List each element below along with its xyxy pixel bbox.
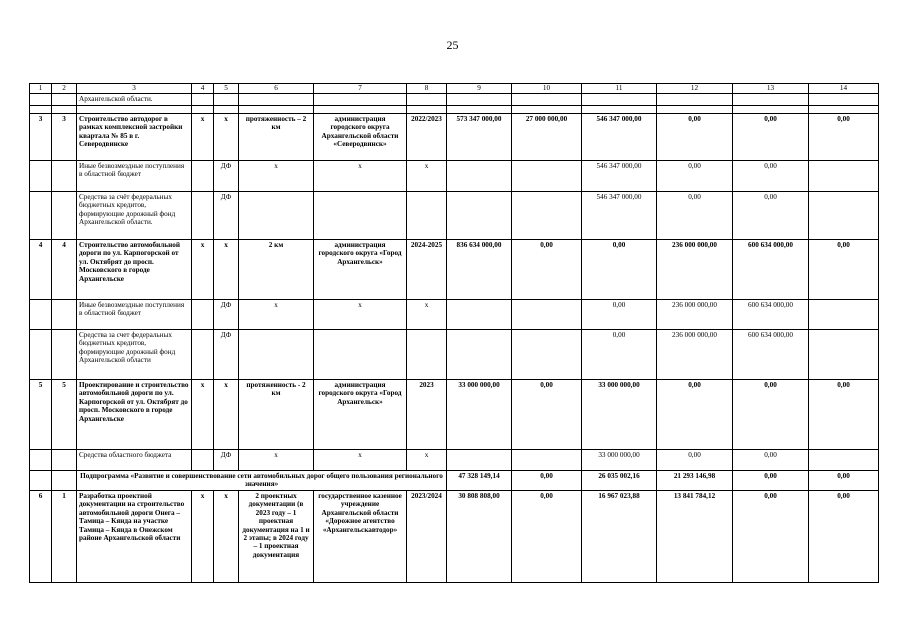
amount-cell	[512, 161, 582, 192]
project-name: Проектирование и строительство автомобильной дороги по ул. Карпогорской от ул. Октябрят до просп. Московского в городе Архангельске	[77, 380, 192, 450]
amount-cell: 0,00	[657, 380, 733, 450]
cell	[239, 330, 314, 380]
amount-cell: 0,00	[512, 380, 582, 450]
column-number-row	[30, 84, 879, 94]
amount-cell: 0,00	[512, 471, 582, 491]
amount-cell: 0,00	[657, 450, 733, 471]
amount-cell	[512, 450, 582, 471]
cell: х	[192, 114, 214, 161]
amount-cell: 0,00	[733, 161, 809, 192]
amount-cell: 0,00	[512, 240, 582, 300]
cell	[52, 450, 77, 471]
amount-cell: 0,00	[809, 114, 879, 161]
cell	[657, 94, 733, 106]
cell: х	[314, 300, 407, 330]
table-row	[30, 94, 879, 106]
cell	[52, 471, 77, 491]
cell	[733, 94, 809, 106]
subrow-number: 3	[52, 114, 77, 161]
fund-code-cell: ДФ	[214, 330, 239, 380]
column-number: 14	[809, 84, 879, 94]
cell	[512, 94, 582, 106]
cell	[192, 330, 214, 380]
amount-cell: 0,00	[733, 471, 809, 491]
cell: х	[314, 161, 407, 192]
amount-cell: 0,00	[809, 240, 879, 300]
executor-cell: администрация городского округа Архангельской области «Северодвинск»	[314, 114, 407, 161]
amount-cell	[512, 300, 582, 330]
cell: х	[407, 450, 447, 471]
amount-cell: 33 000 000,00	[582, 380, 657, 450]
amount-cell: 236 000 000,00	[657, 240, 733, 300]
amount-cell	[809, 192, 879, 240]
amount-cell	[809, 300, 879, 330]
cell	[582, 94, 657, 106]
subrow-number: 1	[52, 491, 77, 583]
project-name: Разработка проектной документации на строительство автомобильной дороги Онега – Тамица – Кянда на участке Тамица – Кянда в Онежском районе Архангельской области	[77, 491, 192, 583]
cell	[30, 192, 52, 240]
capacity-cell: 2 проектных документации (в 2023 году – 1 проектная документация на 1 и 2 этапы; в 2024 году – 1 проектная документация	[239, 491, 314, 583]
table-row	[30, 300, 879, 330]
amount-cell: 0,00	[657, 114, 733, 161]
cell	[30, 471, 52, 491]
amount-cell: 546 347 000,00	[582, 114, 657, 161]
cell	[30, 300, 52, 330]
cell	[52, 94, 77, 106]
amount-cell: 0,00	[657, 161, 733, 192]
amount-cell: 21 293 146,98	[657, 471, 733, 491]
cell: х	[192, 380, 214, 450]
cell: х	[407, 161, 447, 192]
cell: х	[214, 491, 239, 583]
cell	[52, 161, 77, 192]
cell: х	[314, 450, 407, 471]
amount-cell	[447, 330, 512, 380]
amount-cell: 0,00	[733, 380, 809, 450]
funding-source-cell: Иные безвозмездные поступления в областной бюджет	[77, 161, 192, 192]
amount-cell: 836 634 000,00	[447, 240, 512, 300]
spacer-row	[30, 106, 879, 114]
cell: х	[407, 300, 447, 330]
amount-cell: 0,00	[733, 192, 809, 240]
amount-cell: 0,00	[512, 491, 582, 583]
row-number: 3	[30, 114, 52, 161]
cell	[192, 300, 214, 330]
amount-cell: 30 808 808,00	[447, 491, 512, 583]
cell	[447, 94, 512, 106]
cell: х	[239, 450, 314, 471]
table-row	[30, 192, 879, 240]
cell	[30, 94, 52, 106]
column-number: 4	[192, 84, 214, 94]
cell	[407, 94, 447, 106]
column-number: 2	[52, 84, 77, 94]
amount-cell: 236 000 000,00	[657, 330, 733, 380]
amount-cell	[447, 161, 512, 192]
funding-source-cell: Средства областного бюджета	[77, 450, 192, 471]
funding-source-cell: Средства за счет федеральных бюджетных кредитов, формирующие дорожный фонд Архангельской области	[77, 330, 192, 380]
period-cell: 2023/2024	[407, 491, 447, 583]
amount-cell: 13 841 784,12	[657, 491, 733, 583]
amount-cell	[809, 161, 879, 192]
cell	[239, 94, 314, 106]
cell: х	[214, 380, 239, 450]
amount-cell: 0,00	[809, 380, 879, 450]
amount-cell	[809, 330, 879, 380]
column-number: 1	[30, 84, 52, 94]
cell	[52, 330, 77, 380]
executor-cell: государственное казенное учреждение Архангельской области «Дорожное агентство «Архангельскавтодор»	[314, 491, 407, 583]
row-number: 5	[30, 380, 52, 450]
cell: х	[192, 240, 214, 300]
cell: х	[239, 161, 314, 192]
cell	[30, 161, 52, 192]
column-number: 5	[214, 84, 239, 94]
amount-cell	[512, 330, 582, 380]
period-cell: 2022/2023	[407, 114, 447, 161]
table-row	[30, 491, 879, 583]
table-row	[30, 330, 879, 380]
cell: х	[214, 240, 239, 300]
column-number: 12	[657, 84, 733, 94]
cell	[52, 192, 77, 240]
amount-cell: 0,00	[809, 491, 879, 583]
cell: х	[214, 114, 239, 161]
amount-cell: 600 634 000,00	[733, 240, 809, 300]
cell	[192, 192, 214, 240]
amount-cell: 546 347 000,00	[582, 161, 657, 192]
period-cell: 2023	[407, 380, 447, 450]
amount-cell: 573 347 000,00	[447, 114, 512, 161]
cell	[214, 94, 239, 106]
amount-cell: 0,00	[809, 471, 879, 491]
cell: х	[239, 300, 314, 330]
capacity-cell: протяженность - 2 км	[239, 380, 314, 450]
cell	[192, 94, 214, 106]
subrow-number: 5	[52, 380, 77, 450]
funding-source-cell: Средства за счёт федеральных бюджетных кредитов, формирующие дорожный фонд Архангельской области.	[77, 192, 192, 240]
amount-cell: 33 000 000,00	[447, 380, 512, 450]
amount-cell: 0,00	[657, 192, 733, 240]
subprogram-row	[30, 471, 879, 491]
amount-cell: 600 634 000,00	[733, 330, 809, 380]
cell	[809, 94, 879, 106]
amount-cell: 16 967 023,88	[582, 491, 657, 583]
project-name: Строительство автодорог в рамках комплексной застройки квартала № 85 в г. Северодвинске	[77, 114, 192, 161]
amount-cell	[447, 450, 512, 471]
table-row	[30, 380, 879, 450]
page-number: 25	[446, 38, 459, 52]
capacity-cell: 2 км	[239, 240, 314, 300]
amount-cell	[512, 192, 582, 240]
amount-cell: 0,00	[733, 450, 809, 471]
executor-cell: администрация городского округа «Город Архангельск»	[314, 380, 407, 450]
amount-cell: 0,00	[582, 300, 657, 330]
amount-cell: 0,00	[582, 330, 657, 380]
period-cell: 2024-2025	[407, 240, 447, 300]
fund-code-cell: ДФ	[214, 450, 239, 471]
cell	[407, 192, 447, 240]
amount-cell: 26 035 002,16	[582, 471, 657, 491]
cell	[314, 330, 407, 380]
column-number: 11	[582, 84, 657, 94]
table-row	[30, 450, 879, 471]
capacity-cell: протяженность – 2 км	[239, 114, 314, 161]
table-row	[30, 161, 879, 192]
fund-code-cell: ДФ	[214, 192, 239, 240]
column-number: 10	[512, 84, 582, 94]
funding-source-cell: Архангельской области.	[77, 94, 192, 106]
column-number: 3	[77, 84, 192, 94]
column-number: 8	[407, 84, 447, 94]
amount-cell: 33 000 000,00	[582, 450, 657, 471]
cell	[239, 192, 314, 240]
cell: х	[192, 491, 214, 583]
amount-cell: 47 328 149,14	[447, 471, 512, 491]
subrow-number: 4	[52, 240, 77, 300]
fund-code-cell: ДФ	[214, 161, 239, 192]
amount-cell: 600 634 000,00	[733, 300, 809, 330]
budget-table	[29, 83, 879, 583]
fund-code-cell: ДФ	[214, 300, 239, 330]
amount-cell	[809, 450, 879, 471]
cell	[30, 330, 52, 380]
cell	[407, 330, 447, 380]
table-row	[30, 240, 879, 300]
amount-cell	[447, 192, 512, 240]
column-number: 13	[733, 84, 809, 94]
table-row	[30, 114, 879, 161]
amount-cell: 27 000 000,00	[512, 114, 582, 161]
amount-cell: 0,00	[733, 491, 809, 583]
amount-cell: 0,00	[582, 240, 657, 300]
amount-cell: 236 000 000,00	[657, 300, 733, 330]
amount-cell: 546 347 000,00	[582, 192, 657, 240]
cell	[314, 192, 407, 240]
row-number: 4	[30, 240, 52, 300]
cell	[30, 450, 52, 471]
executor-cell: администрация городского округа «Город Архангельск»	[314, 240, 407, 300]
cell	[192, 450, 214, 471]
column-number: 9	[447, 84, 512, 94]
amount-cell: 0,00	[733, 114, 809, 161]
column-number: 6	[239, 84, 314, 94]
project-name: Строительство автомобильной дороги по ул. Карпогорской от ул. Октябрят до просп. Московского в городе Архангельске	[77, 240, 192, 300]
column-number: 7	[314, 84, 407, 94]
row-number: 6	[30, 491, 52, 583]
cell	[52, 300, 77, 330]
amount-cell	[447, 300, 512, 330]
cell	[192, 161, 214, 192]
subprogram-title: Подпрограмма «Развитие и совершенствование сети автомобильных дорог общего пользования регионального значения»	[77, 471, 447, 491]
cell	[314, 94, 407, 106]
funding-source-cell: Иные безвозмездные поступления в областной бюджет	[77, 300, 192, 330]
